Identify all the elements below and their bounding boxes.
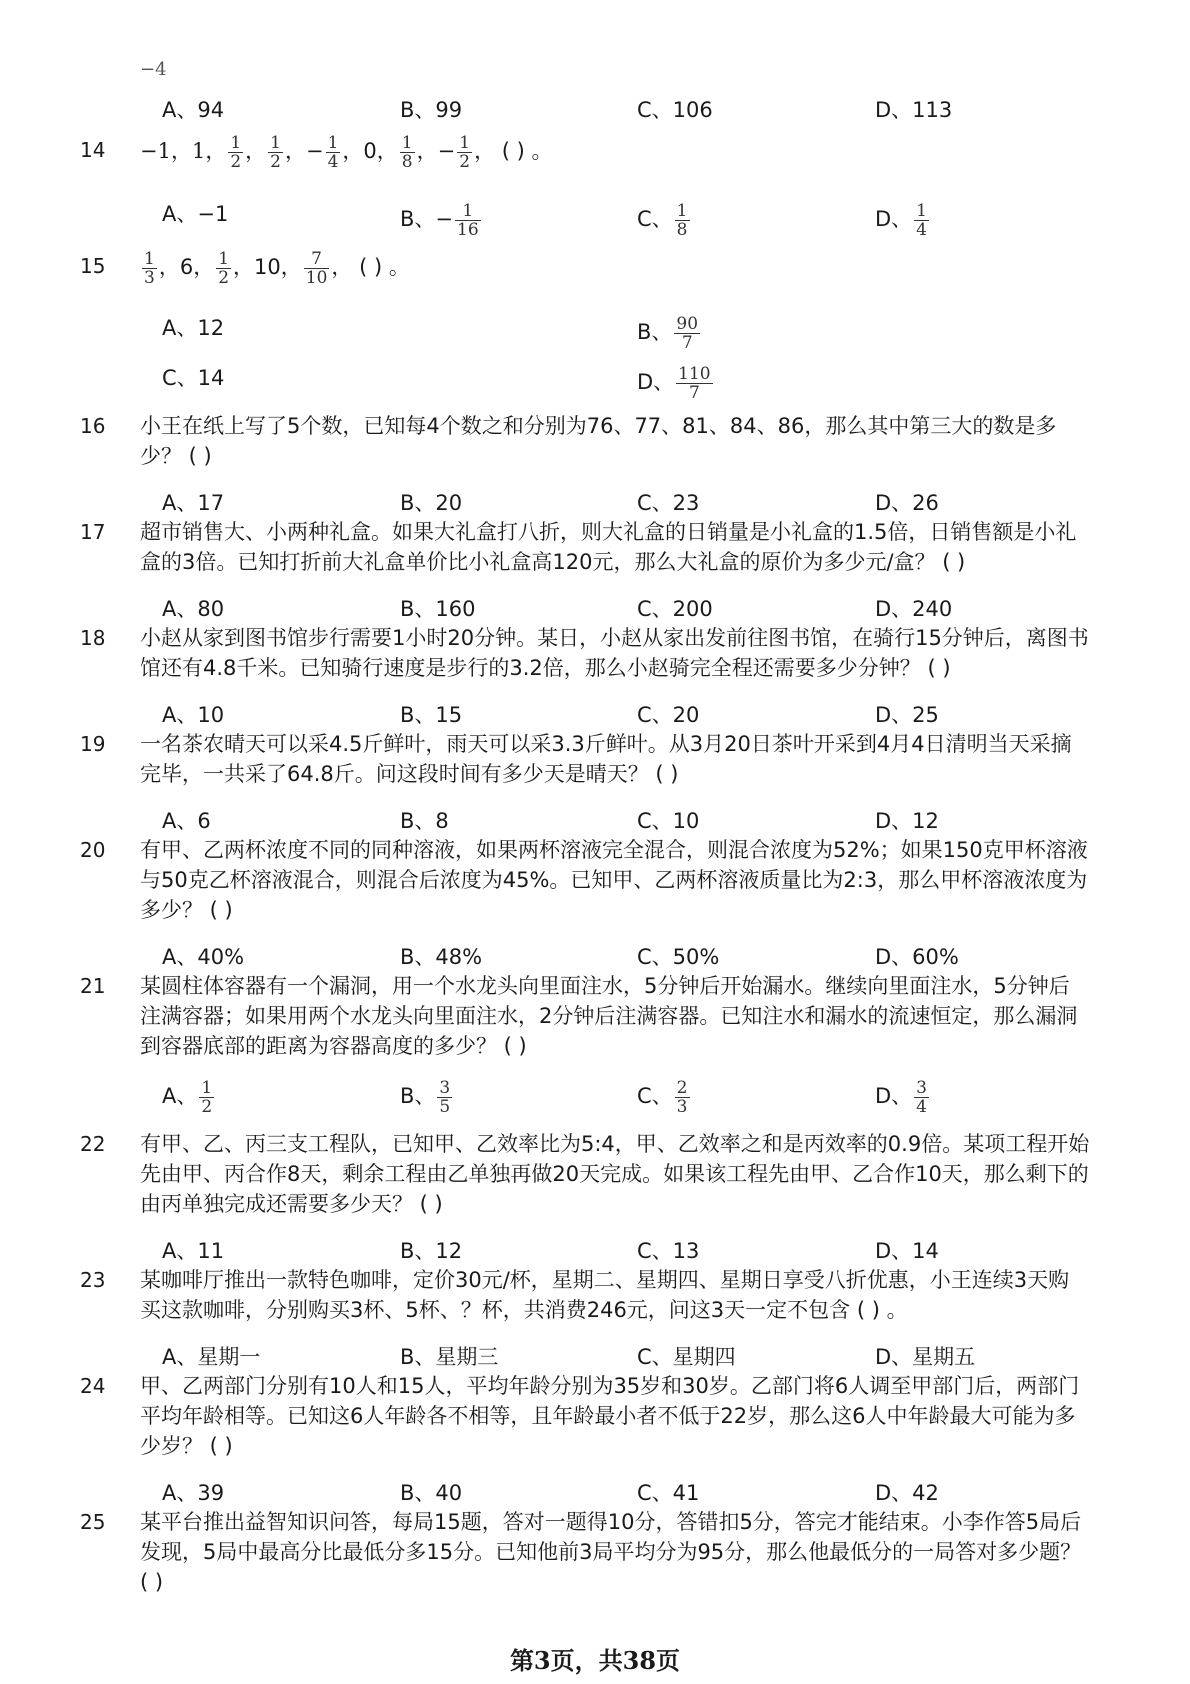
option-d[interactable]: D、 $\frac{1}{4}$ bbox=[875, 200, 927, 240]
question-stem: −1，1， $\frac{1}{2}$ ， $\frac{1}{2}$ ，− $\frac{1}{4}$ ，0， $\frac{1}{8}$ ，− $\frac{1}{2}$ ， ( ) 。 bbox=[140, 132, 553, 172]
option-a[interactable]: A、6 bbox=[162, 809, 211, 833]
question-number: 17 bbox=[80, 520, 106, 544]
option-b[interactable]: B、40 bbox=[400, 1481, 463, 1505]
option-c[interactable]: C、10 bbox=[637, 809, 700, 833]
question-stem: $\frac{1}{3}$ ，6， $\frac{1}{2}$ ，10， $\frac{7}{10}$ ， ( ) 。 bbox=[144, 248, 410, 288]
fraction: $\frac{1}{2}$ bbox=[230, 132, 242, 172]
option-b[interactable]: B、 $\frac{3}{5}$ bbox=[400, 1077, 451, 1117]
option-a[interactable]: A、 $\frac{1}{2}$ bbox=[162, 1077, 213, 1117]
question-stem: 有甲、乙两杯浓度不同的同种溶液，如果两杯溶液完全混合，则混合浓度为52%；如果150克甲杯溶液与50克乙杯溶液混合，则混合后浓度为45%。已知甲、乙两杯溶液质量比为2:3，那么甲杯溶液浓度为多少？ ( ) bbox=[140, 838, 1088, 922]
option-c[interactable]: C、50% bbox=[637, 945, 720, 969]
option-d[interactable]: D、14 bbox=[875, 1239, 939, 1263]
fraction: $\frac{1}{8}$ bbox=[401, 132, 413, 172]
option-d[interactable]: D、60% bbox=[875, 945, 959, 969]
question-number: 15 bbox=[80, 254, 106, 278]
option-c[interactable]: C、 $\frac{1}{8}$ bbox=[637, 200, 688, 240]
option-c[interactable]: C、41 bbox=[637, 1481, 700, 1505]
option-a[interactable]: A、40% bbox=[162, 945, 245, 969]
option-a[interactable]: A、10 bbox=[162, 703, 225, 727]
previous-question-fragment: −4 bbox=[140, 59, 167, 80]
question-stem: 甲、乙两部门分别有10人和15人，平均年龄分别为35岁和30岁。乙部门将6人调至甲部门后，两部门平均年龄相等。已知这6人年龄各不相等，且年龄最小者不低于22岁，那么这6人中年龄最大可能为多少岁？ ( ) bbox=[140, 1374, 1080, 1458]
option-a[interactable]: A、80 bbox=[162, 597, 225, 621]
question-stem: 超市销售大、小两种礼盒。如果大礼盒打八折，则大礼盒的日销量是小礼盒的1.5倍，日销售额是小礼盒的3倍。已知打折前大礼盒单价比小礼盒高120元，那么大礼盒的原价为多少元/盒？ ( ) bbox=[140, 520, 1077, 574]
option-d[interactable]: D、 $\frac{110}{7}$ bbox=[637, 363, 711, 403]
option-b[interactable]: B、20 bbox=[400, 491, 463, 515]
question-number: 19 bbox=[80, 732, 106, 756]
option-a[interactable]: A、17 bbox=[162, 491, 225, 515]
question-number: 24 bbox=[80, 1374, 106, 1398]
option-c[interactable]: C、23 bbox=[637, 491, 700, 515]
option-a[interactable]: A、−1 bbox=[162, 202, 229, 226]
question-stem: 某圆柱体容器有一个漏洞，用一个水龙头向里面注水，5分钟后开始漏水。继续向里面注水，5分钟后注满容器；如果用两个水龙头向里面注水，2分钟后注满容器。已知注水和漏水的流速恒定，那么漏洞到容器底部的距离为容器高度的多少？ ( ) bbox=[140, 974, 1078, 1058]
option-a[interactable]: A、39 bbox=[162, 1481, 225, 1505]
option-a[interactable]: A、11 bbox=[162, 1239, 225, 1263]
option-a[interactable]: A、12 bbox=[162, 316, 225, 340]
question-number: 22 bbox=[80, 1132, 106, 1156]
option-b[interactable]: B、15 bbox=[400, 703, 463, 727]
option-c[interactable]: C、106 bbox=[637, 98, 713, 122]
option-c[interactable]: C、星期四 bbox=[637, 1345, 736, 1369]
option-b[interactable]: B、160 bbox=[400, 597, 476, 621]
question-stem: 某平台推出益智知识问答，每局15题，答对一题得10分，答错扣5分，答完才能结束。小李作答5局后发现，5局中最高分比最低分多15分。已知他前3局平均分为95分，那么他最低分的一局答对多少题？ ( ) bbox=[140, 1510, 1082, 1594]
option-c[interactable]: C、200 bbox=[637, 597, 713, 621]
option-b[interactable]: B、星期三 bbox=[400, 1345, 499, 1369]
question-stem: 一名茶农晴天可以采4.5斤鲜叶，雨天可以采3.3斤鲜叶。从3月20日茶叶开采到4月4日清明当天采摘完毕，一共采了64.8斤。问这段时间有多少天是晴天？ ( ) bbox=[140, 732, 1072, 786]
option-d[interactable]: D、 $\frac{3}{4}$ bbox=[875, 1077, 927, 1117]
option-c[interactable]: C、14 bbox=[162, 366, 225, 390]
question-stem: 某咖啡厅推出一款特色咖啡，定价30元/杯，星期二、星期四、星期日享受八折优惠，小王连续3天购买这款咖啡，分别购买3杯、5杯、？杯，共消费246元，问这3天一定不包含 ( ) 。 bbox=[140, 1268, 1070, 1322]
question-number: 14 bbox=[80, 138, 106, 162]
option-b[interactable]: B、12 bbox=[400, 1239, 463, 1263]
page-footer: 第3页，共38页 bbox=[509, 1646, 681, 1675]
option-b[interactable]: B、48% bbox=[400, 945, 483, 969]
option-d[interactable]: D、25 bbox=[875, 703, 939, 727]
question-stem: 有甲、乙、丙三支工程队，已知甲、乙效率比为5:4，甲、乙效率之和是丙效率的0.9倍。某项工程开始先由甲、丙合作8天，剩余工程由乙单独再做20天完成。如果该工程先由甲、乙合作10天，那么剩下的由丙单独完成还需要多少天？ ( ) bbox=[140, 1132, 1090, 1216]
question-number: 21 bbox=[80, 974, 106, 998]
question-number: 23 bbox=[80, 1268, 106, 1292]
option-d[interactable]: D、星期五 bbox=[875, 1345, 976, 1369]
option-d[interactable]: D、240 bbox=[875, 597, 953, 621]
question-stem: 小赵从家到图书馆步行需要1小时20分钟。某日，小赵从家出发前往图书馆，在骑行15分钟后，离图书馆还有4.8千米。已知骑行速度是步行的3.2倍，那么小赵骑完全程还需要多少分钟？ ( ) bbox=[140, 626, 1089, 680]
option-a[interactable]: A、星期一 bbox=[162, 1345, 261, 1369]
question-number: 16 bbox=[80, 414, 106, 438]
option-b[interactable]: B、− $\frac{1}{16}$ bbox=[400, 200, 479, 240]
option-d[interactable]: D、12 bbox=[875, 809, 939, 833]
question-number: 25 bbox=[80, 1510, 106, 1534]
option-c[interactable]: C、20 bbox=[637, 703, 700, 727]
option-d[interactable]: D、26 bbox=[875, 491, 939, 515]
fraction: $\frac{1}{4}$ bbox=[327, 132, 339, 172]
option-d[interactable]: D、113 bbox=[875, 98, 953, 122]
question-number: 20 bbox=[80, 838, 106, 862]
question-stem: 小王在纸上写了5个数，已知每4个数之和分别为76、77、81、84、86，那么其中第三大的数是多少？ ( ) bbox=[140, 414, 1057, 468]
option-c[interactable]: C、13 bbox=[637, 1239, 700, 1263]
option-b[interactable]: B、 $\frac{90}{7}$ bbox=[637, 313, 699, 353]
fraction: $\frac{1}{2}$ bbox=[270, 132, 281, 172]
fraction: $\frac{1}{2}$ bbox=[459, 132, 471, 172]
option-c[interactable]: C、 $\frac{2}{3}$ bbox=[637, 1077, 688, 1117]
question-number: 18 bbox=[80, 626, 106, 650]
option-b[interactable]: B、99 bbox=[400, 98, 463, 122]
option-d[interactable]: D、42 bbox=[875, 1481, 939, 1505]
option-b[interactable]: B、8 bbox=[400, 809, 449, 833]
option-a[interactable]: A、94 bbox=[162, 98, 225, 122]
